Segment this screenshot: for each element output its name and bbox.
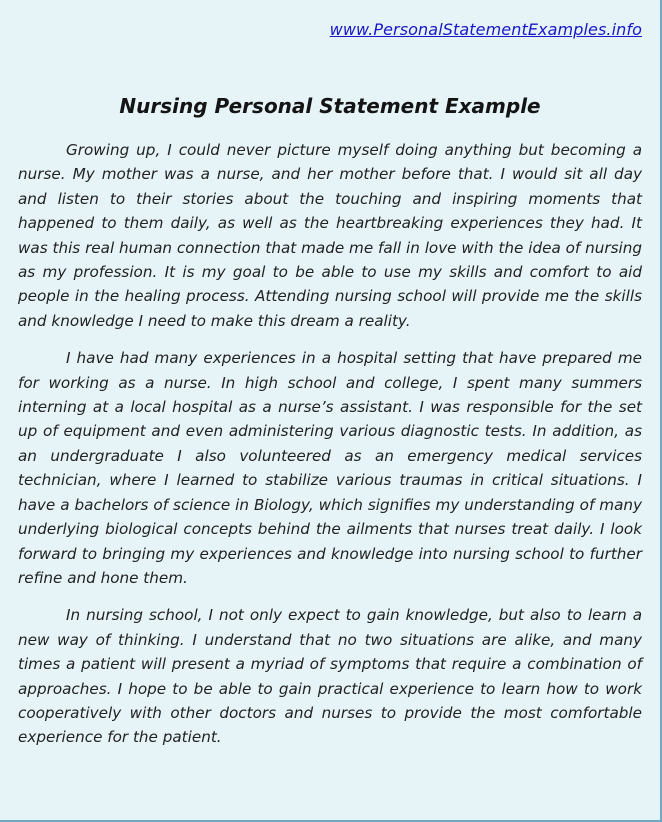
statement-body [18,138,642,763]
site-link[interactable]: www.PersonalStatementExamples.info [329,20,642,39]
paragraph-3: In nursing school, I not only expect to gain knowledge, but also to learn a new way of thinking. I understand that no two situations are alike, and many times a patient will present a myriad of symptoms that require a combination of approaches. I hope to be able to gain practical experience to learn how to work cooperatively with other doctors and nurses to provide the most comfortable experience for the patient. [18,606,642,747]
paragraph-1: Growing up, I could never picture myself doing anything but becoming a nurse. My mother was a nurse, and her mother before that. I would sit all day and listen to their stories about the touching and inspiring moments that happened to them daily, as well as the heartbreaking experiences they had. It was this real human connection that made me fall in love with the idea of nursing as my profession. It is my goal to be able to use my skills and comfort to aid people in the healing process. Attending nursing school will provide me the skills and knowledge I need to make this dream a reality. [18,141,642,330]
paragraph-2: I have had many experiences in a hospital setting that have prepared me for working as a nurse. In high school and college, I spent many summers interning at a local hospital as a nurse’s assistant. I was responsible for the set up of equipment and even administering various diagnostic tests. In addition, as an undergraduate I also volunteered as an emergency medical services technician, where I learned to stabilize various traumas in critical situations. I have a bachelors of science in Biology, which signifies my understanding of many underlying biological concepts behind the ailments that nurses treat daily. I look forward to bringing my experiences and knowledge into nursing school to further refine and hone them. [18,349,642,587]
page-title: Nursing Personal Statement Example [119,94,541,118]
